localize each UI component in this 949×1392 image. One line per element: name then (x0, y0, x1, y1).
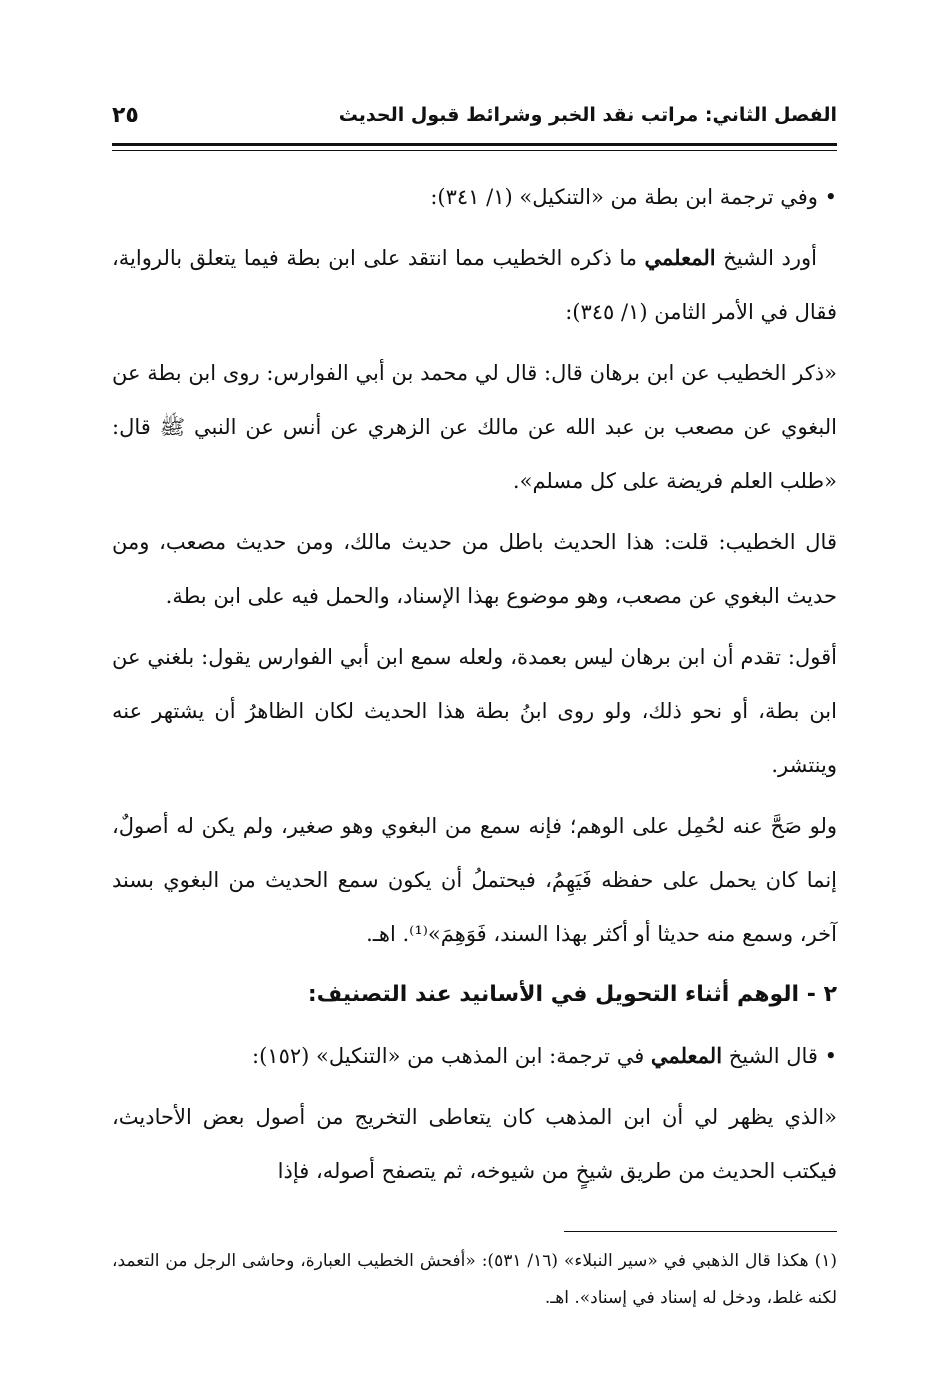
paragraph-khatib-report: «ذكر الخطيب عن ابن برهان قال: قال لي محمد بن أبي الفوارس: روى ابن بطة عن البغوي عن مصعب بن عبد الله عن مالك عن الزهري عن أنس عن النبي ﷺ قال: «طلب العلم فريضة على كل مسلم». (112, 361, 837, 493)
page-number: ٢٥ (112, 102, 139, 128)
author-name: المعلمي (644, 245, 716, 270)
text-run: في ترجمة: ابن المذهب من «التنكيل» (١٥٢): (252, 1044, 651, 1068)
header-rule-thick (112, 143, 837, 146)
main-text (112, 170, 837, 1205)
author-name: المعلمي (650, 1043, 723, 1068)
paragraph-muallimi-quote (112, 231, 837, 339)
text-run: أورد الشيخ (715, 246, 817, 270)
paragraph-bullet-ibn-batta: • وفي ترجمة ابن بطة من «التنكيل» (١/ ٣٤١): (430, 185, 837, 209)
page-header (112, 98, 837, 132)
paragraph-wahm: ولو صَحَّ عنه لحُمِل على الوهم؛ فإنه سمع من البغوي وهو صغير، ولم يكن له أصولٌ، إنما كان يحمل على حفظه فَيَهِمُ، فيحتملُ أن يكون سمع الحديث من البغوي بسند آخر، وسمع منه حديثا أو أكثر بهذا السند، فَوَهِمَ»⁽¹⁾. اهـ. (112, 814, 837, 946)
text-run: • قال الشيخ (722, 1044, 837, 1068)
paragraph-ibn-madhhab-quote: «الذي يظهر لي أن ابن المذهب كان يتعاطى التخريج من أصول بعض الأحاديث، فيكتب الحديث من طريق شيخٍ من شيوخه، ثم يتصفح أصوله، فإذا (112, 1105, 837, 1183)
header-rule-thin (112, 150, 837, 151)
running-title: الفصل الثاني: مراتب نقد الخبر وشرائط قبول الحديث (338, 104, 837, 126)
paragraph-khatib-verdict: قال الخطيب: قلت: هذا الحديث باطل من حديث مالك، ومن حديث مصعب، ومن حديث البغوي عن مصعب، وهو موضوع بهذا الإسناد، والحمل فيه على ابن بطة. (112, 530, 837, 608)
footnote: (١) هكذا قال الذهبي في «سير النبلاء» (١٦/ ٥٣١): «أفحش الخطيب العبارة، وحاشى الرجل من التعمد، لكنه غلط، ودخل له إسناد في إسناد». اهـ. (112, 1251, 837, 1308)
paragraph-bullet-ibn-madhhab (112, 1029, 837, 1083)
section-heading: ٢ - الوهم أثناء التحويل في الأسانيد عند التصنيف: (307, 982, 837, 1007)
footnote-rule (564, 1231, 837, 1232)
text-run: ما ذكره الخطيب مما انتقد على ابن بطة فيما يتعلق بالرواية، فقال في الأمر الثامن (١/ ٣٤٥): (112, 246, 837, 324)
paragraph-aqulu: أقول: تقدم أن ابن برهان ليس بعمدة، ولعله سمع ابن أبي الفوارس يقول: بلغني عن ابن بطة، أو نحو ذلك، ولو روى ابنُ بطة هذا الحديث لكان الظاهرُ أن يشتهر عنه وينتشر. (112, 645, 837, 777)
